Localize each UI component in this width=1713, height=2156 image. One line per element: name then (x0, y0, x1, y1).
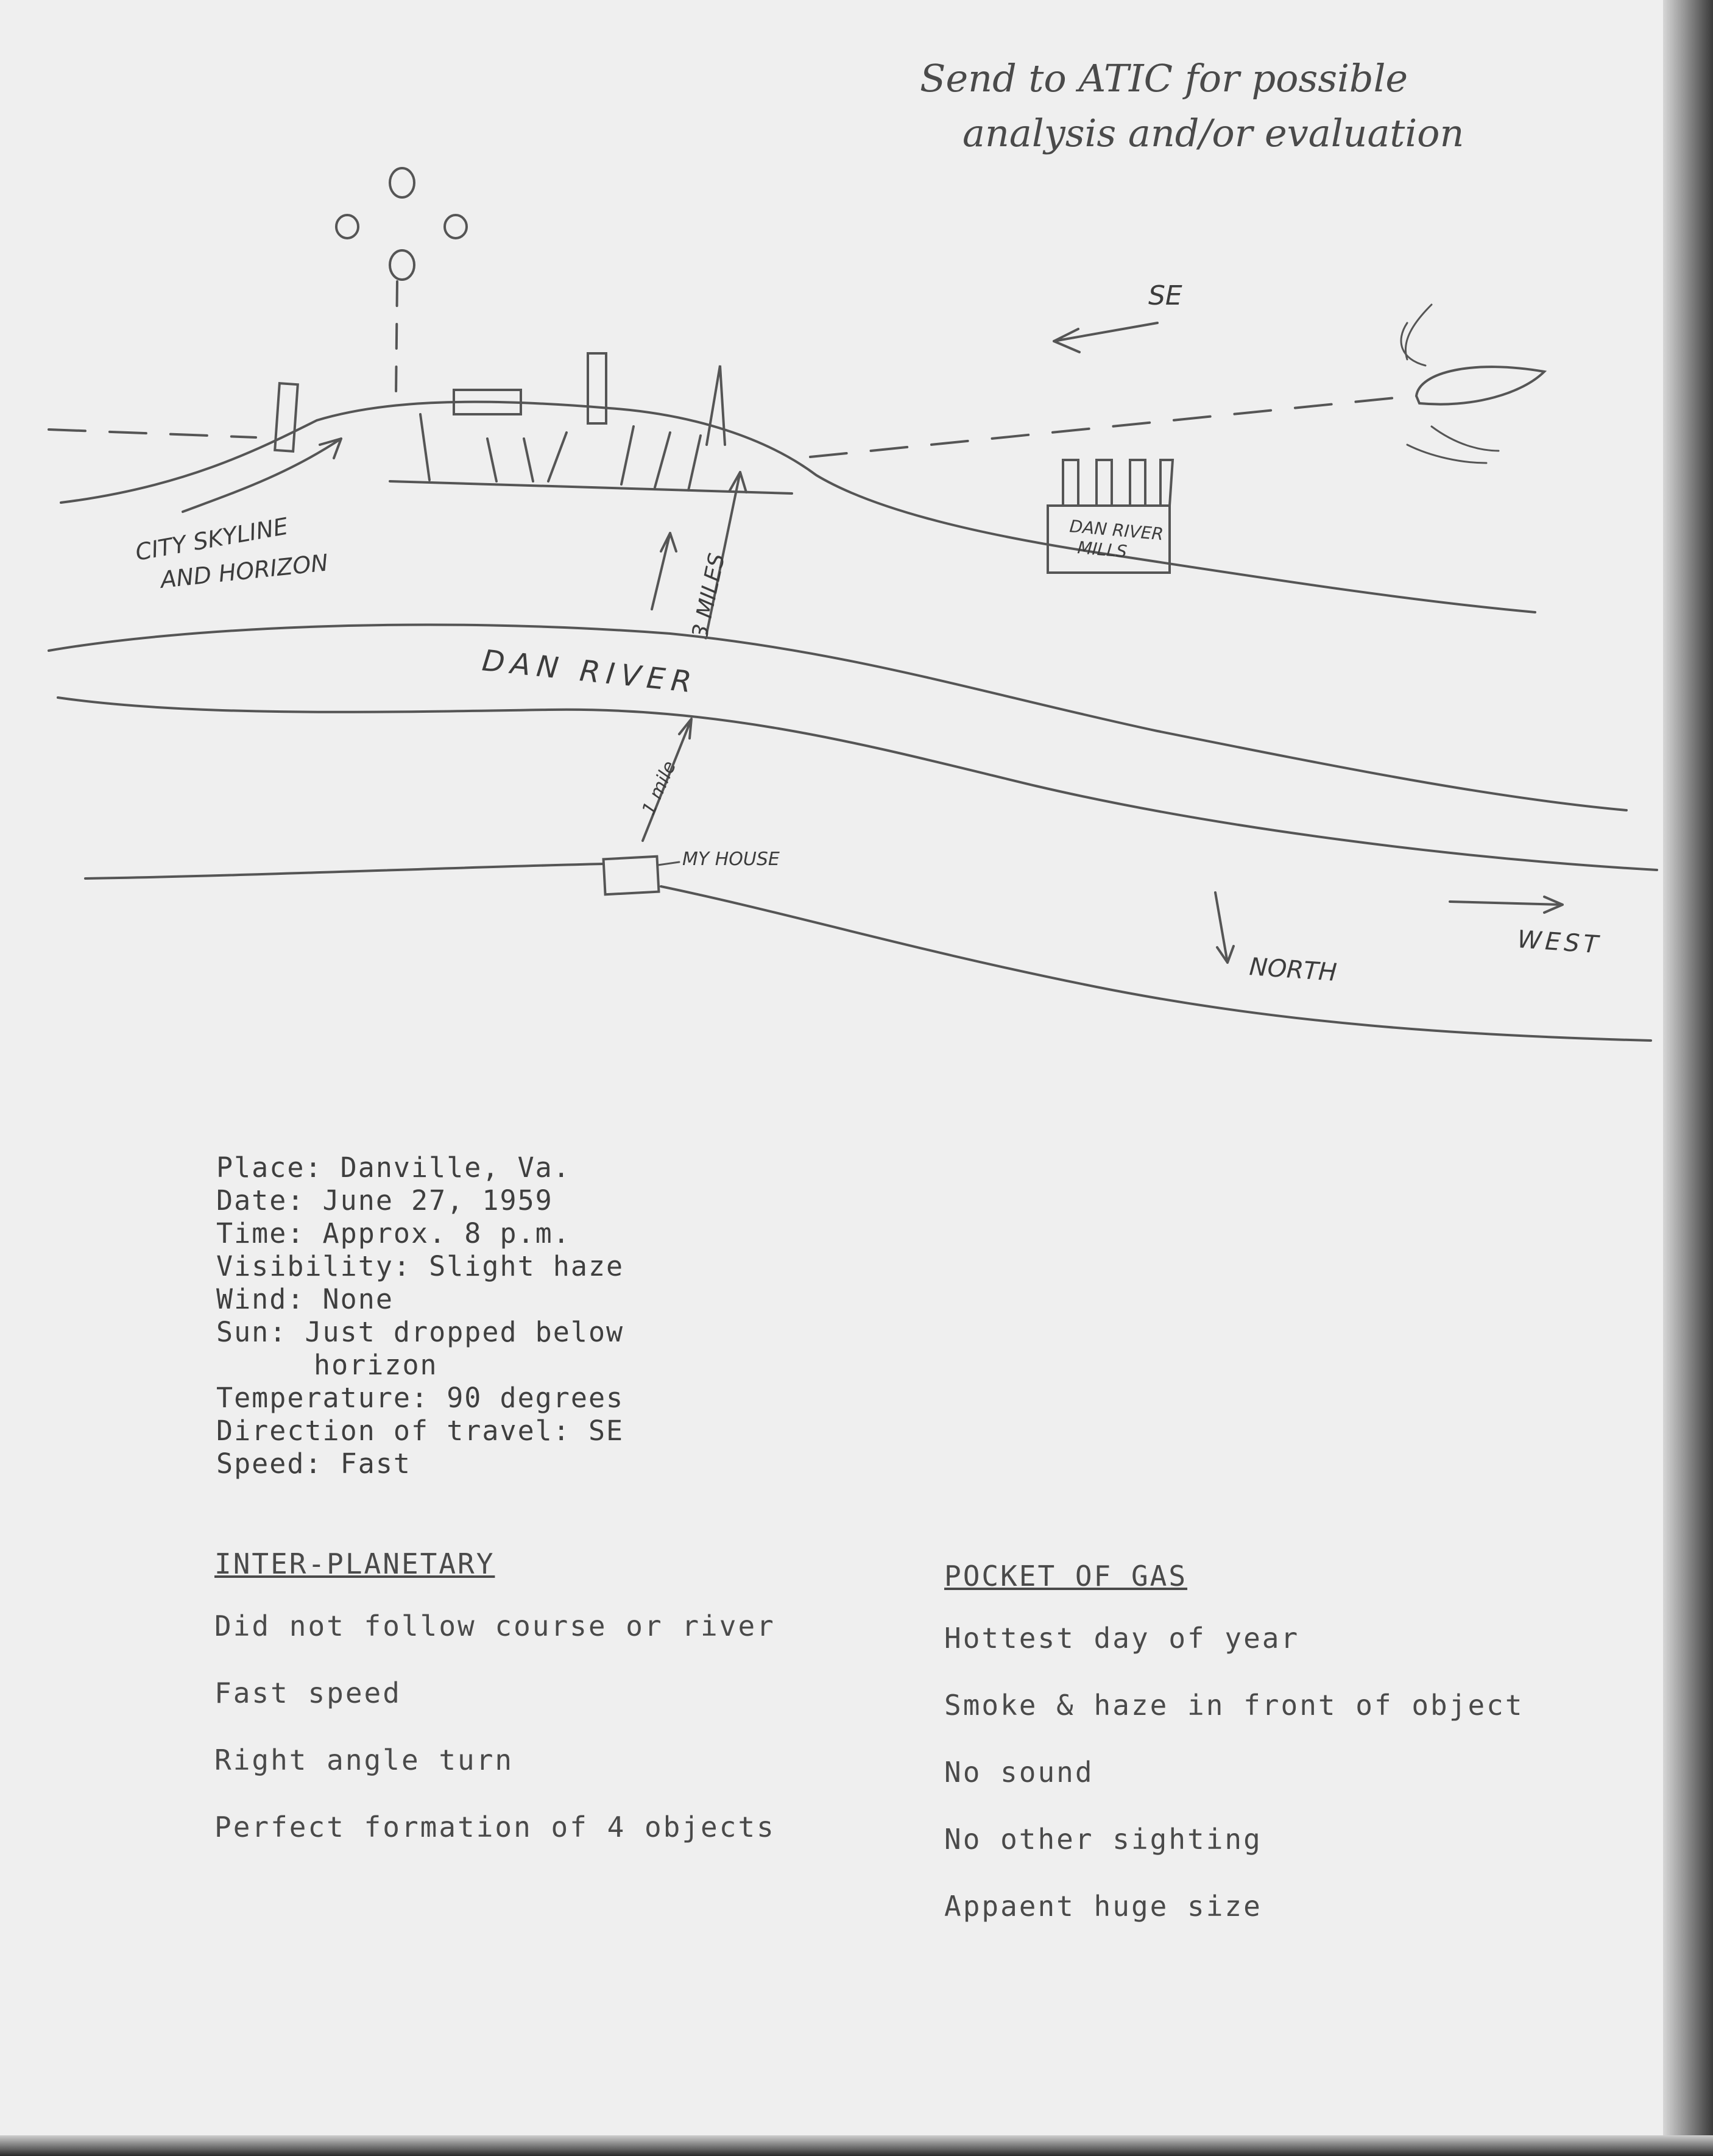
gas-column (944, 1560, 1524, 1957)
gas-heading: POCKET OF GAS (944, 1560, 1188, 1592)
horizon-dashed-left (49, 429, 256, 437)
interplanetary-item: Did not follow course or river (214, 1610, 775, 1642)
river-label: DAN RIVER (480, 643, 699, 701)
report-details (216, 1151, 624, 1480)
report-visibility: Visibility: Slight haze (216, 1250, 624, 1282)
river-bank-north (49, 624, 1626, 810)
skyline-building-1 (275, 383, 298, 451)
object-drop-line (396, 281, 397, 396)
gas-item: Appaent huge size (944, 1890, 1262, 1923)
report-sun-continued: horizon (314, 1349, 438, 1381)
gas-item: Smoke & haze in front of object (944, 1689, 1524, 1722)
north-arrow (1215, 892, 1234, 963)
city-arrow-left (652, 533, 676, 609)
gas-item: No sound (944, 1756, 1094, 1789)
house-pointer (658, 862, 679, 865)
haze-lines (1401, 305, 1499, 463)
house-label: MY HOUSE (682, 849, 780, 870)
city-block (390, 414, 792, 493)
interplanetary-item: Right angle turn (214, 1744, 514, 1776)
west-label: WEST (1516, 925, 1603, 960)
report-date: Date: June 27, 1959 (216, 1184, 553, 1217)
report-time: Time: Approx. 8 p.m. (216, 1217, 571, 1249)
page-bottom-shadow (0, 2135, 1713, 2156)
report-wind: Wind: None (216, 1283, 394, 1315)
report-temperature: Temperature: 90 degrees (216, 1382, 624, 1414)
gas-item: No other sighting (944, 1823, 1262, 1856)
horizon-dashed-right (810, 396, 1413, 457)
distance-house-label: 1 mile (638, 758, 681, 819)
ufo-object-bottom (390, 250, 414, 280)
my-house (604, 857, 659, 895)
interplanetary-item: Fast speed (214, 1677, 401, 1709)
report-speed: Speed: Fast (216, 1447, 412, 1480)
se-label: SE (1148, 280, 1182, 311)
skyline-building-3 (588, 353, 606, 423)
mills-label-1: DAN RIVER (1068, 516, 1165, 545)
ufo-object-top (390, 168, 414, 197)
annotation-line-2: analysis and/or evaluation (962, 111, 1464, 155)
hazy-object (1416, 367, 1544, 404)
west-arrow (1450, 897, 1563, 913)
skyline-spire (707, 366, 725, 445)
skyline-label-2: AND HORIZON (159, 549, 330, 593)
ground-line-right (661, 886, 1651, 1041)
north-label: NORTH (1248, 953, 1338, 988)
mills-label-2: MILLS (1076, 537, 1128, 562)
report-place: Place: Danville, Va. (216, 1151, 571, 1184)
distance-city-label: 3 MILES (687, 551, 730, 641)
skyline-arrow (183, 439, 341, 512)
skyline-label-1: CITY SKYLINE (133, 512, 291, 566)
interplanetary-item: Perfect formation of 4 objects (214, 1811, 775, 1843)
river-bank-south (58, 698, 1657, 870)
gas-item: Hottest day of year (944, 1622, 1300, 1655)
se-arrow (1054, 323, 1157, 352)
report-direction: Direction of travel: SE (216, 1415, 624, 1447)
ground-line-left (85, 864, 603, 878)
ufo-object-right (445, 215, 467, 238)
annotation-line-1: Send to ATIC for possible (920, 56, 1408, 101)
interplanetary-heading: INTER-PLANETARY (214, 1547, 495, 1580)
ufo-object-left (336, 215, 358, 238)
interplanetary-column (214, 1547, 775, 1878)
report-sun: Sun: Just dropped below (216, 1316, 624, 1348)
mills-stacks (1063, 460, 1173, 506)
